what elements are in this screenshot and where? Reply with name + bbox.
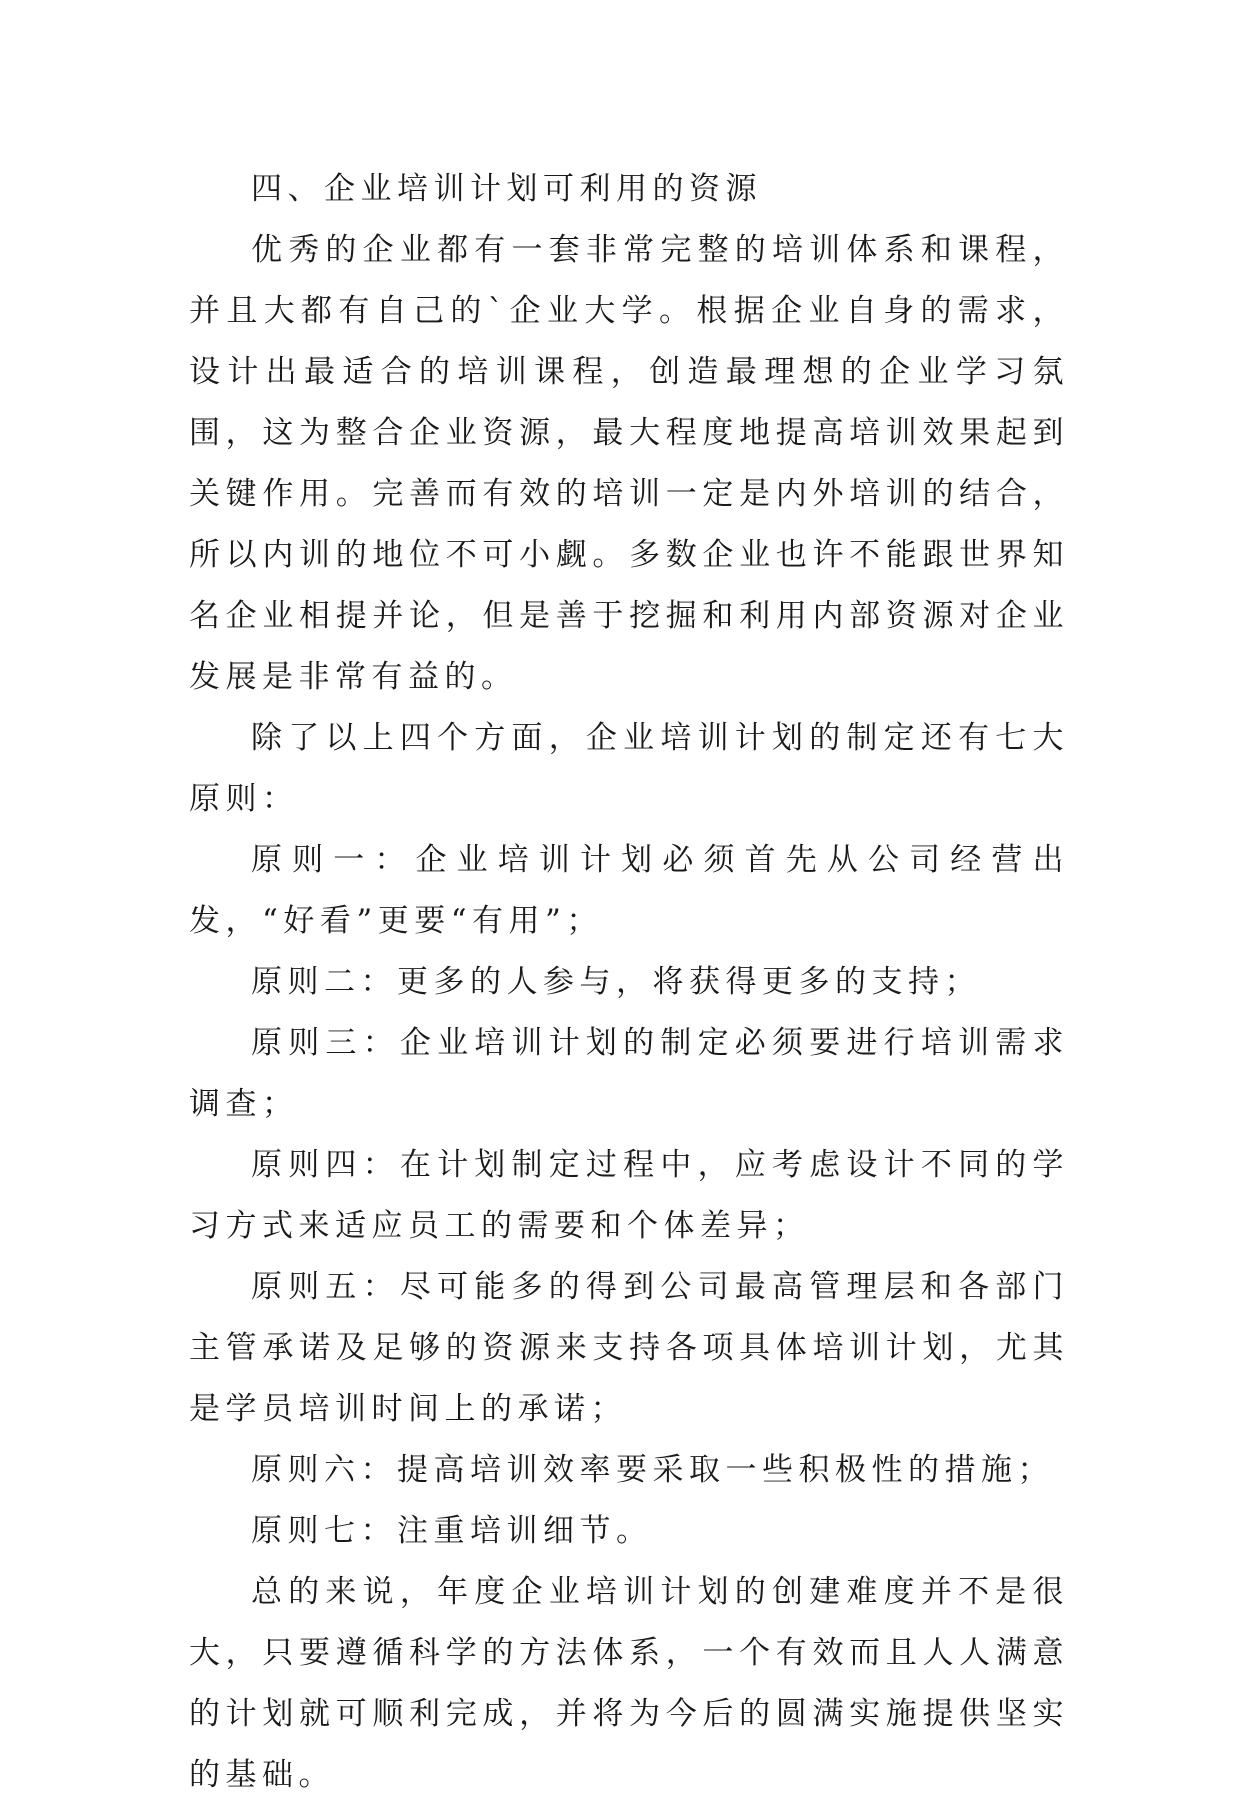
paragraph-resources: 优秀的企业都有一套非常完整的培训体系和课程，并且大都有自己的`企业大学。根据企业自身的需求，设计出最适合的培训课程，创造最理想的企业学习氛围，这为整合企业资源，最大程度地提高培训效果起到关键作用。完善而有效的培训一定是内外培训的结合，所以内训的地位不可小觑。多数企业也许不能跟世界知名企业相提并论，但是善于挖掘和利用内部资源对企业发展是非常有益的。 xyxy=(189,232,1069,695)
paragraph-principle-7: 原则七：注重培训细节。 xyxy=(251,1513,653,1549)
section-heading: 四、企业培训计划可利用的资源 xyxy=(251,171,762,207)
paragraph-principle-1: 原则一：企业培训计划必须首先从公司经营出发，“好看”更要“有用”； xyxy=(189,842,1069,939)
paragraph-principles-intro: 除了以上四个方面，企业培训计划的制定还有七大原则： xyxy=(189,720,1069,817)
document-body xyxy=(189,159,1069,1806)
paragraph-principle-4: 原则四：在计划制定过程中，应考虑设计不同的学习方式来适应员工的需要和个体差异； xyxy=(189,1147,1069,1244)
paragraph-principle-5: 原则五：尽可能多的得到公司最高管理层和各部门主管承诺及足够的资源来支持各项具体培训计划，尤其是学员培训时间上的承诺； xyxy=(189,1269,1069,1427)
paragraph-principle-3: 原则三：企业培训计划的制定必须要进行培训需求调查； xyxy=(189,1025,1069,1122)
paragraph-conclusion: 总的来说，年度企业培训计划的创建难度并不是很大，只要遵循科学的方法体系，一个有效而且人人满意的计划就可顺利完成，并将为今后的圆满实施提供坚实的基础。 xyxy=(189,1574,1069,1793)
paragraph-principle-2: 原则二：更多的人参与，将获得更多的支持； xyxy=(251,964,981,1000)
paragraph-principle-6: 原则六：提高培训效率要采取一些积极性的措施； xyxy=(251,1452,1054,1488)
